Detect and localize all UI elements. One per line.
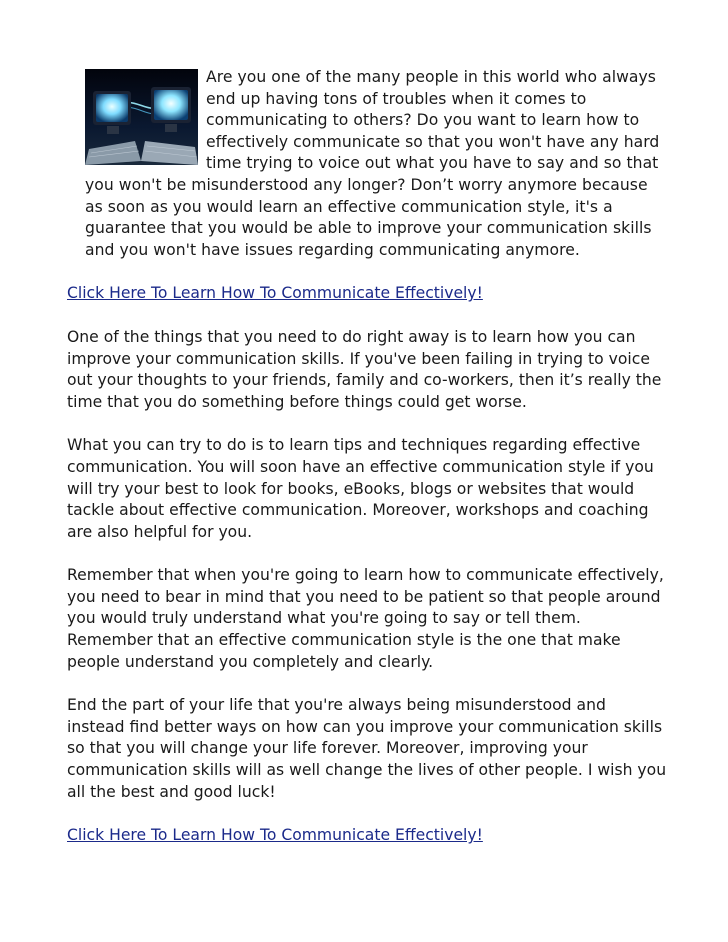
spacer <box>67 673 667 695</box>
intro-paragraph: Are you one of the many people in this world who always end up having tons of troubles when it comes to communicating to others? Do you want to learn how to effectively communicate so that you won't have any hard time trying to voice out what you have to say and so that you won't be misunderstood any longer? Don’t worry anymore because as soon as you would learn an effective communication style, it's a guarantee that you would be able to improve your communication skills and you won't have issues regarding communicating anymore. <box>85 68 660 259</box>
spacer <box>67 543 667 565</box>
communication-computers-image <box>85 69 198 165</box>
body-paragraph-4: End the part of your life that you're always being misunderstood and instead find better ways on how can you improve your communication skills so that you will change your life forever. Moreover, improving your communication skills will as well change the lives of other people. I wish you all the best and good luck! <box>67 696 667 801</box>
learn-communicate-link-top[interactable] <box>67 283 667 305</box>
spacer <box>67 261 667 283</box>
body-paragraph-1: One of the things that you need to do right away is to learn how you can improve your communication skills. If you've been failing in trying to voice out your thoughts to your friends, family and co-workers, then it’s really the time that you do something before things could get worse. <box>67 327 662 411</box>
spacer <box>67 305 667 327</box>
learn-communicate-link-bottom-text[interactable]: Click Here To Learn How To Communicate Effectively! <box>67 826 483 845</box>
intro-section <box>67 67 667 261</box>
computers-illustration-icon <box>85 69 198 165</box>
spacer <box>67 413 667 435</box>
learn-communicate-link-top-text[interactable]: Click Here To Learn How To Communicate Effectively! <box>67 284 483 303</box>
body-paragraph-2: What you can try to do is to learn tips and techniques regarding effective communication. You will soon have an effective communication style if you will try your best to look for books, eBooks, blogs or websites that would tackle about effective communication. Moreover, workshops and coaching are also helpful for you. <box>67 436 654 541</box>
body-paragraph-3: Remember that when you're going to learn how to communicate effectively, you need to bear in mind that you need to be patient so that people around you would truly understand what you're going to say or tell them. Remember that an effective communication style is the one that make people understand you completely and clearly. <box>67 566 664 671</box>
document-page <box>67 67 667 847</box>
spacer <box>67 803 667 825</box>
learn-communicate-link-bottom[interactable] <box>67 825 667 847</box>
